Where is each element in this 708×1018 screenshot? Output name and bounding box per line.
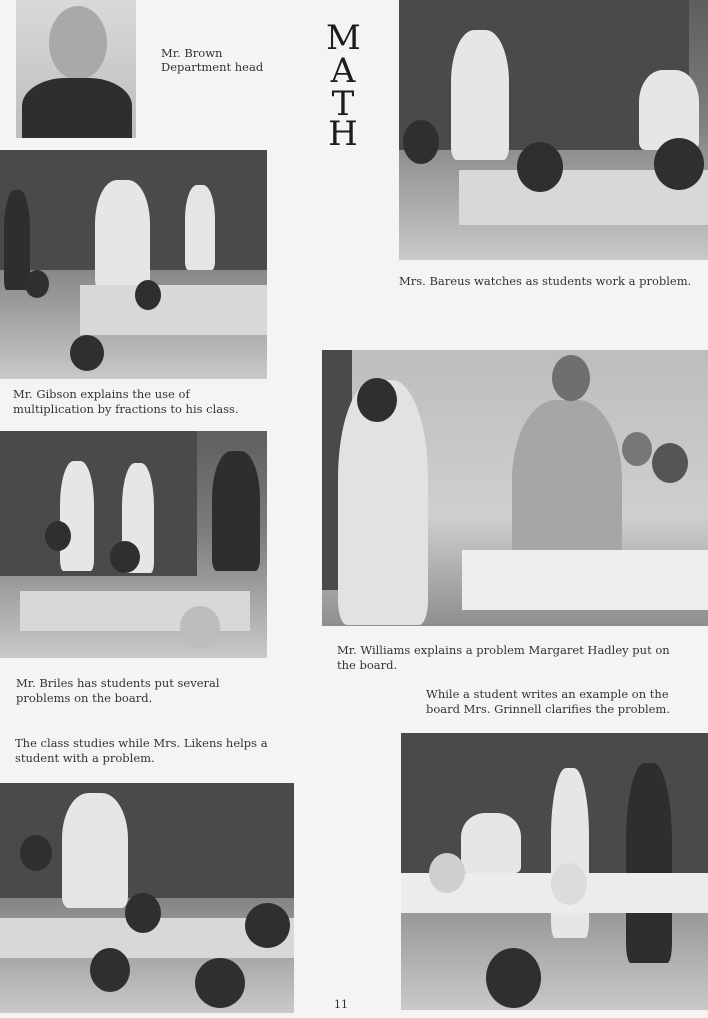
student-figure	[60, 461, 94, 571]
caption-williams: Mr. Williams explains a problem Margaret Hadley put on the board.	[337, 643, 670, 672]
student-head	[357, 378, 397, 422]
caption-briles: Mr. Briles has students put several problems on the board.	[16, 676, 220, 705]
caption-gibson: Mr. Gibson explains the use of multiplication by fractions to his class.	[13, 387, 239, 416]
student-head	[486, 948, 541, 1008]
student-head	[180, 606, 220, 648]
chalkboard	[0, 431, 197, 576]
photo-likens-class	[0, 783, 294, 1013]
teacher-figure	[212, 451, 260, 571]
teacher-figure-grinnell	[461, 813, 521, 873]
student-figure	[62, 793, 128, 908]
student-head	[652, 443, 688, 483]
student-head	[551, 863, 587, 905]
page-number: 11	[334, 998, 348, 1011]
caption-likens: The class studies while Mrs. Likens helps a student with a problem.	[15, 736, 268, 765]
photo-grinnell-class	[401, 733, 708, 1010]
student-head	[70, 335, 104, 371]
student-figure	[185, 185, 215, 270]
teacher-head	[552, 355, 590, 401]
title-letter-h: H	[328, 114, 358, 154]
caption-grinnell: While a student writes an example on the board Mrs. Grinnell clarifies the problem.	[426, 687, 670, 716]
student-head	[125, 893, 161, 933]
student-head	[45, 521, 71, 551]
teacher-figure	[639, 70, 699, 150]
student-head	[403, 120, 439, 164]
portrait-head	[49, 6, 107, 80]
photo-bareus-class	[399, 0, 708, 260]
student-head	[622, 432, 652, 466]
portrait-suit	[22, 78, 132, 138]
student-head	[245, 903, 290, 948]
desk	[462, 550, 708, 610]
student-head	[654, 138, 704, 190]
teacher-figure	[95, 180, 150, 290]
student-head	[110, 541, 140, 573]
caption-bareus: Mrs. Bareus watches as students work a problem.	[399, 274, 692, 288]
desk	[80, 285, 267, 335]
student-head	[429, 853, 465, 893]
caption-brown-role: Department head	[161, 60, 264, 74]
title-letter-t: T	[331, 84, 355, 124]
teacher-head	[20, 835, 52, 871]
student-figure	[4, 190, 30, 290]
student-head	[135, 280, 161, 310]
portrait-photo-brown	[16, 0, 136, 138]
student-figure	[451, 30, 509, 160]
photo-briles-class	[0, 431, 267, 658]
student-head	[517, 142, 563, 192]
photo-gibson-class	[0, 150, 267, 379]
student-head	[25, 270, 49, 298]
caption-brown-name: Mr. Brown	[161, 46, 223, 60]
student-head	[90, 948, 130, 992]
student-head	[195, 958, 245, 1008]
title-letter-a: A	[330, 51, 356, 91]
student-figure	[626, 763, 672, 963]
title-letter-m: M	[326, 18, 361, 58]
photo-williams-class	[322, 350, 708, 626]
